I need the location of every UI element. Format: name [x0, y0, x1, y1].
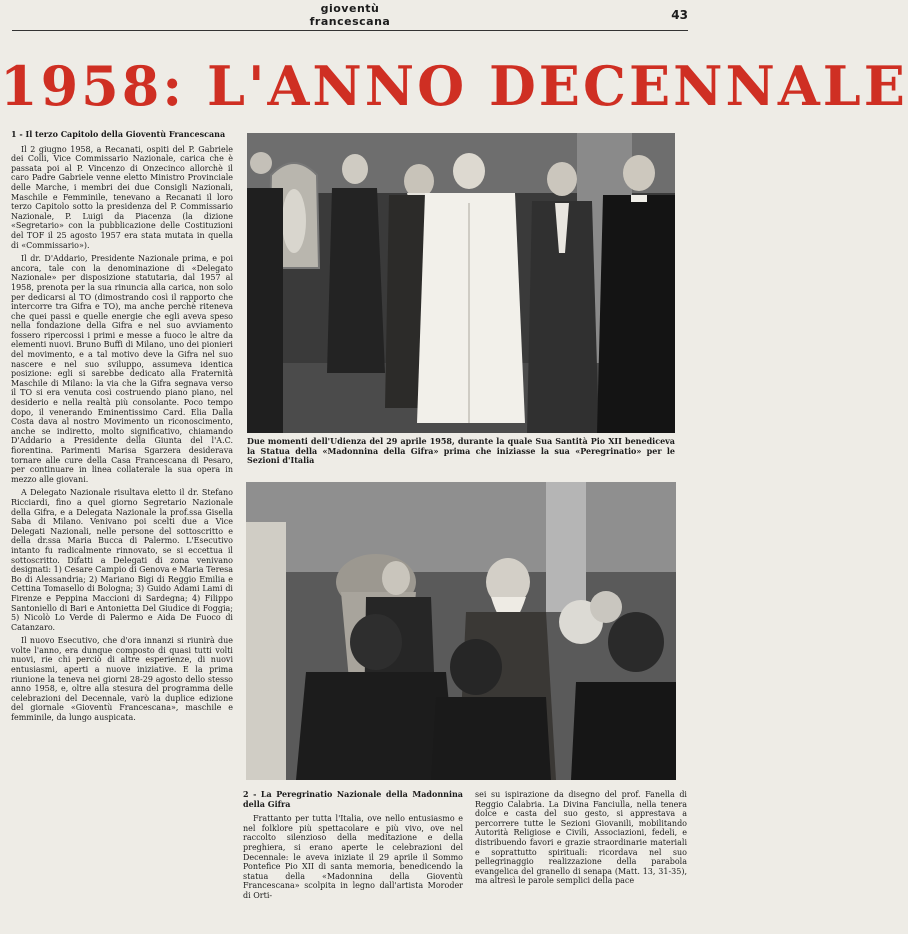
photo-caption: Due momenti dell'Udienza del 29 aprile 1958, durante la quale Sua Santità Pio XII benediceva la Statua della «Madonnina della Gifra» prima che iniziasse la sua «Peregrinatio» per le Sezioni d'Italia [247, 436, 675, 466]
section1-paragraph: Il dr. D'Addario, Presidente Nazionale prima, e poi ancora, tale con la denominazione di «Delegato Nazionale» per disposizione statutaria, dal 1957 al 1958, prenota per la sua rinuncia alla carica, non solo per dedicarsi al TO (dimostrando così il rapporto che intercorre tra Gifra e TO), ma anche perchè riteneva che quei passi e quelle energie che egli aveva speso nella fondazione della Gifra e nel suo avviamento fossero ripercossi i primi e messe a fuoco le altre da elementi nuovi. Bruno Buffi di Milano, uno dei pionieri del movimento, e a tal motivo deve la Gifra nel suo nascere e nel suo sviluppo, assumeva identica posizione: egli si sarebbe dedicato alla Fraternità Maschile di Milano: la via che la Gifra segnava verso il TO si era venuta così costruendo piano piano, nel desiderio e nella realtà più consolante. Poco tempo dopo, il venerando Eminentissimo Card. Elia Dalla Costa dava al nostro Movimento un riconoscimento, anche se indiretto, molto significativo, chiamando D'Addario a Presidente della Giunta del l'A.C. fiorentina. Parimenti Marisa Sgarzera desiderava tornare alle cure della Casa Francescana di Pesaro, per continuare in linea collaterale la sua opera in mezzo alle giovani. [11, 254, 233, 484]
left-column [11, 130, 233, 925]
section2-paragraph: Frattanto per tutta l'Italia, ove nello entusiasmo e nel folklore più spettacolare e più vivo, ove nel raccolto silenzioso della meditazione e della preghiera, si erano aperte le celebrazioni del Decennale: le aveva iniziate il 29 aprile il Sommo Pontefice Pio XII di santa memoria, benedicendo la statua della «Madonnina della Gioventù Francescana» scolpita in legno dall'artista Moroder di Orti- [243, 814, 463, 900]
section2-continued-paragraph: sei su ispirazione da disegno del prof. Fanella di Reggio Calabria. La Divina Fanciulla, nella tenera dolce e casta del suo gesto, si apprestava a percorrere tutte le Sezioni Giovanili, mobilitando Autorità Religiose e Civili, Associazioni, fedeli, e distribuendo favori e grazie straordinarie materiali e soprattutto spirituali: ricordava nel suo pellegrinaggio realizzazione della parabola evangelica del granello di senapa (Matt. 13, 31-35), ma altresì le parole semplici della pace [475, 790, 687, 886]
section2-heading: 2 - La Peregrinatio Nazionale della Madonnina della Gifra [243, 789, 463, 809]
section1-paragraph: Il 2 giugno 1958, a Recanati, ospiti del P. Gabriele dei Colli, Vice Commissario Nazionale, carica che è passata poi al P. Vincenzo di Onzecinco allorchè il caro Padre Gabriele venne eletto Ministro Provinciale delle Marche, i membri dei due Consigli Nazionali, Maschile e Femminile, tenevano a Recanati il loro terzo Capitolo sotto la presidenza del P. Commissario Nazionale, P. Luigi da Piacenza (la dizione «Segretario» con la pubblicazione delle Costituzioni del TOF il 25 agosto 1957 era stata mutata in quella di «Commissario»). [11, 144, 233, 250]
audience-photo-1 [247, 133, 675, 433]
page-number: 43 [671, 8, 688, 22]
masthead-line1: gioventù [320, 2, 380, 15]
section1-paragraph: A Delegato Nazionale risultava eletto il dr. Stefano Ricciardi, fino a quel giorno Segretario Nazionale della Gifra, e a Delegata Nazionale la prof.ssa Gisella Saba di Milano. Venivano poi scelti due a Vice Delegati Nazionali, nelle persone del sottoscritto e della dr.ssa Maria Bucca di Palermo. L'Esecutivo intanto fu radicalmente rinnovato, se si eccettua il sottoscritto. Difatti a Delegati di zona venivano designati: 1) Cesare Campio di Genova e Maria Teresa Bo di Alessandria; 2) Mariano Bigi di Reggio Emilia e Cettina Tomasello di Bologna; 3) Guido Adami Lami di Firenze e Peppina Maccioni di Sardegna; 4) Filippo Santoniello di Bari e Antonietta Del Giudice di Foggia; 5) Nicolò Lo Verde di Palermo e Aida De Fuoco di Catanzaro. [11, 488, 233, 632]
middle-column [243, 790, 463, 930]
section1-paragraph: Il nuovo Esecutivo, che d'ora innanzi si riunirà due volte l'anno, era dunque composto di quasi tutti volti nuovi, rie chi perciò di altre esperienze, di nuovi entusiasmi, aperti a nuove iniziative. E la prima riunione la teneva nei giorni 28-29 agosto dello stesso anno 1958, e, oltre alla stesura del programma delle celebrazioni del Decennale, varò la duplice edizione del giornale «Gioventù Francescana», maschile e femminile, da lungo auspicata. [11, 636, 233, 723]
section1-heading: 1 - Il terzo Capitolo della Gioventù Francescana [11, 129, 226, 139]
article-title: 1958: L'ANNO DECENNALE [0, 54, 908, 118]
page-header [0, 0, 700, 30]
audience-photo-2 [246, 482, 676, 780]
right-column [475, 790, 687, 930]
masthead-line2: francescana [309, 15, 391, 28]
header-rule [12, 30, 688, 31]
